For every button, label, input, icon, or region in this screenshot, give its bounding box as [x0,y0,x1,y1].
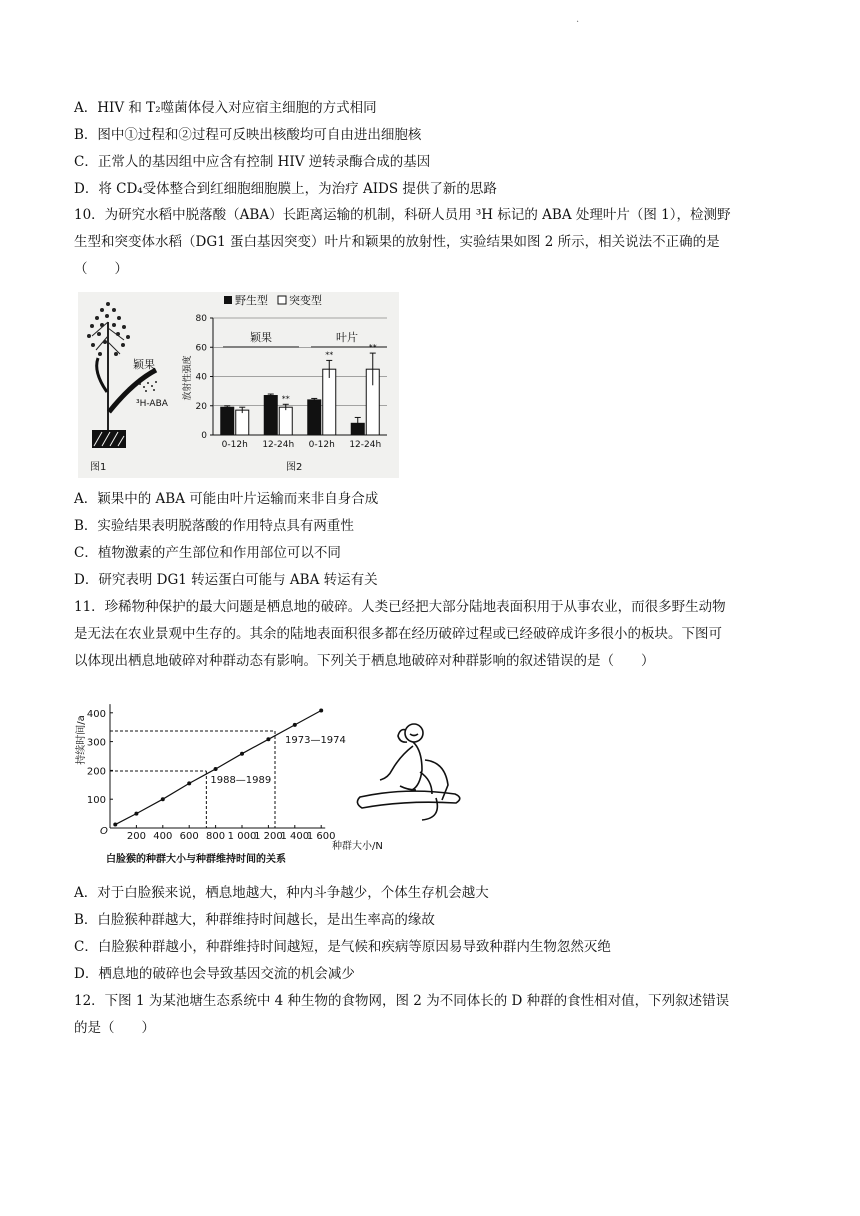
q10-stem-line-2: 生型和突变体水稻（DG1 蛋白基因突变）叶片和颖果的放射性，实验结果如图 2 所示，相关说法不正确的是 [74,234,720,250]
q10-stem-line-1: 10．为研究水稻中脱落酸（ABA）长距离运输的机制，科研人员用 ³H 标记的 ABA 处理叶片（图 1），检测野 [74,207,731,223]
bar-wild [308,400,321,435]
bar-y-tick-label: 80 [195,314,207,324]
data-point [240,752,244,756]
q11-figure-svg [70,690,470,868]
q9-option-d: D．将 CD₄受体整合到红细胞细胞膜上，为治疗 AIDS 提供了新的思路 [74,181,497,197]
group-label-grain: 颖果 [250,331,272,344]
q10-option-a: A．颖果中的 ABA 可能由叶片运输而来非自身合成 [74,491,379,507]
q11-stem-line-2: 是无法在农业景观中生存的。其余的陆地表面积很多都在经历破碎过程或已经破碎成许多很小的板块。下图可 [74,626,722,642]
fig1-grain-label: 颖果 [133,358,155,371]
bar-y-tick-label: 40 [195,372,207,383]
rice-plant-illustration [87,302,169,473]
legend-swatch-wild [224,296,232,304]
bar-mutant [323,369,336,435]
bar-y-axis-label: 放射性强度 [183,355,193,401]
line-y-axis-label: 持续时间/a [76,715,87,765]
data-line [115,710,321,824]
bar-x-tick-label: 12-24h [262,440,295,450]
significance-mark: ** [281,394,290,404]
bar-y-tick-label: 0 [201,431,207,441]
header-dot: . [576,14,580,25]
q11-option-d: D．栖息地的破碎也会导致基因交流的机会减少 [74,966,355,982]
line-y-tick-label: 100 [86,795,106,807]
legend-label-mutant: 突变型 [289,294,322,307]
bar-wild [221,407,234,435]
q10-figure [78,292,399,478]
q11-option-a: A．对于白脸猴来说，栖息地越大，种内斗争越少，个体生存机会越大 [74,885,489,901]
q11-stem-line-3: 以体现出栖息地破碎对种群动态有影响。下列关于栖息地破碎对种群影响的叙述错误的是（ ） [74,653,655,669]
line-x-tick-label: 1 400 [280,831,310,842]
data-point [134,812,138,816]
data-point [319,708,323,712]
bar-chart [181,293,387,473]
data-point [214,767,218,771]
group-label-leaf: 叶片 [336,331,358,344]
line-origin-label: O [100,826,108,837]
period-annotation: 1988—1989 [210,774,272,786]
line-x-axis-label: 种群大小/N [332,841,383,852]
q10-figure-svg [78,292,399,478]
period-annotation: 1973—1974 [285,734,346,746]
q11-option-b: B．白脸猴种群越大，种群维持时间越长，是出生率高的缘故 [74,912,435,928]
q10-option-c: C．植物激素的产生部位和作用部位可以不同 [74,545,341,561]
legend-swatch-mutant [278,296,286,304]
bar-marks [221,343,381,450]
bar-y-tick-label: 20 [195,401,207,412]
fig1-caption: 图1 [90,462,107,473]
data-point [161,797,165,801]
line-x-tick-label: 1 200 [254,831,283,842]
line-y-tick-label: 400 [86,708,106,720]
q11-stem-line-1: 11．珍稀物种保护的最大问题是栖息地的破碎。人类已经把大部分陆地表面积用于从事农业，而很多野生动物 [74,599,726,615]
line-x-tick-label: 1 600 [306,831,336,842]
line-axes [87,704,336,842]
bar-chart-caption: 图2 [286,462,303,473]
data-point [266,737,270,741]
significance-mark: ** [325,350,334,360]
q11-option-c: C．白脸猴种群越小，种群维持时间越短，是气候和疾病等原因易导致种群内生物忽然灭绝 [74,939,611,955]
q10-option-d: D．研究表明 DG1 转运蛋白可能与 ABA 转运有关 [74,572,378,588]
line-x-tick-label: 800 [206,831,226,842]
data-point [187,781,191,785]
q12-stem-line-1: 12．下图 1 为某池塘生态系统中 4 种生物的食物网，图 2 为不同体长的 D 种群的食性相对值，下列叙述错误 [74,993,730,1009]
line-x-tick-label: 400 [153,831,173,842]
bar-mutant [279,407,292,435]
line-marks [110,708,346,828]
fig1-aba-label: ³H-ABA [136,399,168,409]
line-chart [74,704,383,865]
q10-option-b: B．实验结果表明脱落酸的作用特点具有两重性 [74,518,354,534]
line-x-tick-label: 200 [126,831,146,842]
bar-x-tick-label: 0-12h [221,440,248,450]
bar-mutant [236,410,249,435]
q12-stem-line-2: 的是（ ） [74,1020,155,1036]
monkey-illustration [357,724,459,820]
line-x-tick-label: 1 000 [227,831,257,842]
q9-option-a: A．HIV 和 T₂噬菌体侵入对应宿主细胞的方式相同 [74,100,377,116]
line-y-tick-label: 200 [86,766,106,778]
line-chart-title: 白脸猴的种群大小与种群维持时间的关系 [106,854,286,865]
bar-x-tick-label: 0-12h [308,440,335,450]
bar-x-tick-label: 12-24h [349,440,382,450]
q10-stem-line-3: （ ） [74,261,128,277]
q9-option-b: B．图中①过程和②过程可反映出核酸均可自由进出细胞核 [74,127,422,143]
data-point [293,723,297,727]
bar-y-tick-label: 60 [195,343,207,354]
line-x-tick-label: 600 [179,831,199,842]
significance-mark: ** [368,343,377,353]
q9-option-c: C．正常人的基因组中应含有控制 HIV 逆转录酶合成的基因 [74,154,431,170]
q11-figure [70,690,470,868]
bar-wild [264,396,277,435]
data-point [113,823,117,827]
legend-label-wild: 野生型 [235,294,268,307]
line-y-tick-label: 300 [86,737,106,749]
